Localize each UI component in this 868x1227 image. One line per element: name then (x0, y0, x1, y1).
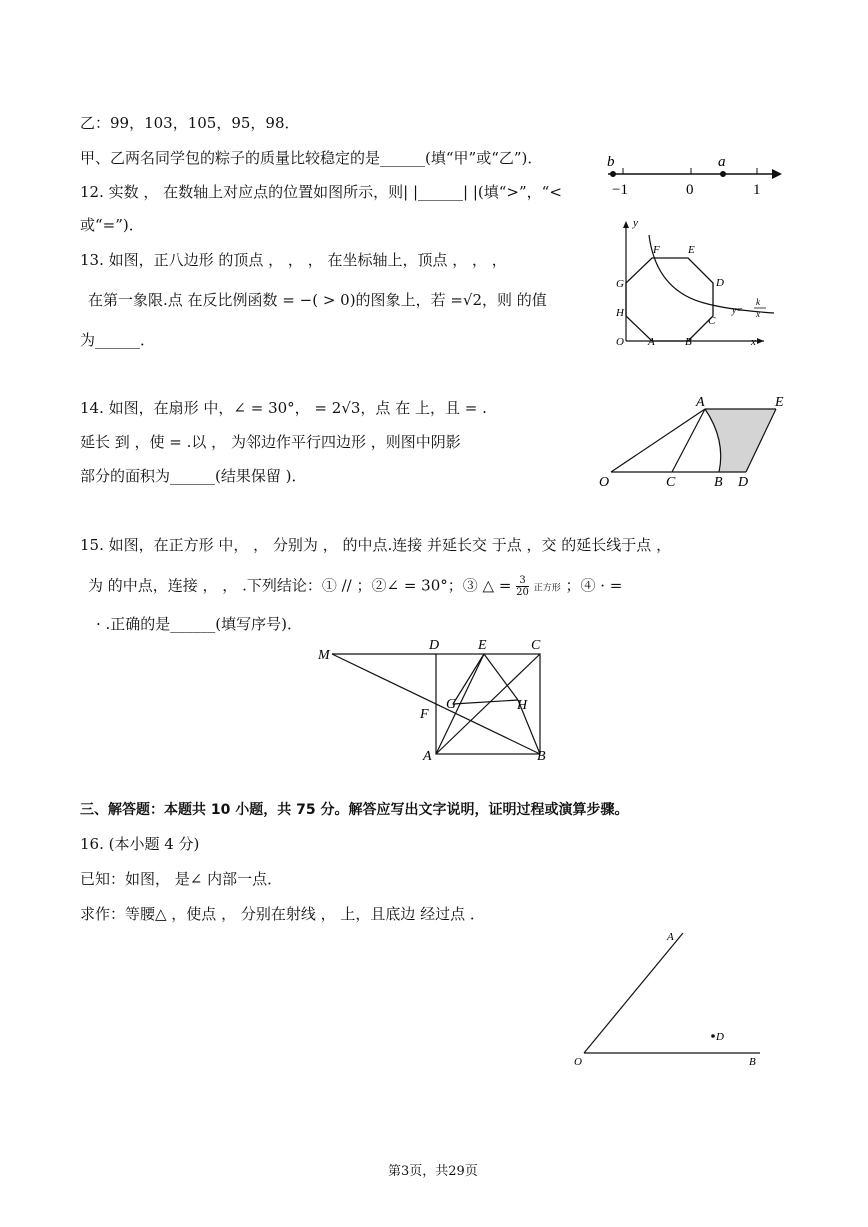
q13-line1: 13. 如图，正八边形 的顶点 ， ， ， 在坐标轴上，顶点 ， ， ， (80, 251, 507, 269)
label-E: E (688, 244, 695, 256)
label-D: D (716, 1031, 724, 1043)
octagon-figure (604, 215, 774, 355)
label-B: B (749, 1056, 756, 1068)
label-x: x (751, 336, 756, 348)
q14-line3: 部分的面积为______(结果保留 )． (80, 467, 307, 485)
q13-line2-b: ，则 的值 (482, 291, 547, 309)
tick-1: 1 (753, 182, 761, 198)
label-M: M (318, 648, 330, 663)
q16-header: 16. (本小题 4 分) (80, 835, 200, 853)
q12-line2: 或“=”)． (80, 216, 144, 234)
label-D: D (716, 277, 724, 289)
q14-line2: 延长 到 ，使 = .以 ， 为邻边作平行四边形 ，则图中阴影 (80, 433, 461, 451)
q15-line2 (88, 575, 622, 599)
q12-line1: 12. 实数 ， 在数轴上对应点的位置如图所示，则| |______| |(填“>”，“< (80, 183, 562, 201)
label-E: E (775, 395, 784, 410)
label-F: F (653, 244, 660, 256)
q15-line2-a: 为 的中点，连接 ， ， .下列结论：① // ；②∠ = 30°；③ △ = (88, 576, 512, 595)
q14-line1 (80, 398, 487, 418)
point-D (711, 1034, 715, 1038)
q11-line-b: 乙：99，103，105，95，98． (80, 114, 300, 132)
label-H: H (517, 698, 528, 713)
label-F: F (420, 707, 429, 722)
q11-line-stable: 甲、乙两名同学包的粽子的质量比较稳定的是______(填“甲”或“乙”)． (80, 149, 543, 167)
q13-line2 (88, 290, 547, 310)
q14-line1-a: 14. 如图，在扇形 中，∠ = 30°， = 2 (80, 399, 342, 417)
tick-0: 0 (686, 182, 694, 198)
frac-num: 3 (516, 575, 529, 587)
label-D: D (738, 475, 749, 490)
label-A: A (667, 931, 674, 943)
label-A: A (648, 336, 655, 348)
label-b: b (607, 154, 615, 170)
label-O: O (574, 1056, 582, 1068)
q16-known: 已知：如图， 是∠ 内部一点． (80, 870, 283, 888)
label-C: C (666, 475, 676, 490)
tick-minus-1: −1 (612, 182, 628, 198)
section-3-heading: 三、解答题：本题共 10 小题，共 75 分。解答应写出文字说明，证明过程或演算步骤。 (80, 802, 629, 818)
label-C: C (708, 315, 716, 327)
q13-sqrt: √2 (462, 291, 483, 309)
label-O: O (616, 336, 624, 348)
q13-line2-a: 在第一象限.点 在反比例函数 = −( > 0)的图象上，若 = (88, 291, 463, 309)
sector-figure (596, 392, 796, 492)
label-H: H (616, 307, 624, 319)
fraction-3-20 (516, 575, 529, 598)
q15-line3: · .正确的是______(填写序号)． (96, 615, 303, 633)
curve-label-den: x (756, 309, 760, 319)
number-line-figure (600, 150, 790, 198)
label-C: C (531, 638, 541, 653)
point-b (610, 171, 616, 177)
label-D: D (429, 638, 440, 653)
frac-den: 20 (516, 587, 529, 598)
label-a: a (718, 154, 726, 170)
label-B: B (537, 749, 546, 764)
label-B: B (714, 475, 723, 490)
square-figure (312, 636, 562, 768)
label-G: G (616, 278, 624, 290)
label-E: E (478, 638, 487, 653)
q14-sqrt: √3 (341, 399, 361, 417)
curve-label-num: k (756, 297, 760, 307)
q13-line3: 为______． (80, 331, 156, 349)
square-subscript: 正方形 (533, 583, 561, 594)
label-y: y (633, 217, 638, 229)
q15-line1: 15. 如图，在正方形 中， ， 分别为 ， 的中点.连接 并延长交 于点 ，交 的延长线于点 ， (80, 536, 672, 554)
label-A: A (423, 749, 432, 764)
page-number: 第3页，共29页 (388, 1164, 478, 1179)
label-A: A (696, 395, 705, 410)
q16-task: 求作：等腰△ ，使点 ， 分别在射线 ， 上，且底边 经过点 ． (80, 905, 485, 923)
label-B: B (685, 336, 692, 348)
point-a (720, 171, 726, 177)
label-G: G (446, 697, 457, 712)
q15-line2-b: ；④ · = (565, 576, 623, 595)
q14-line1-b: ，点 在 上，且 = . (360, 399, 487, 417)
angle-figure (568, 925, 768, 1073)
curve-label: y= (732, 305, 744, 316)
label-O: O (599, 475, 610, 490)
